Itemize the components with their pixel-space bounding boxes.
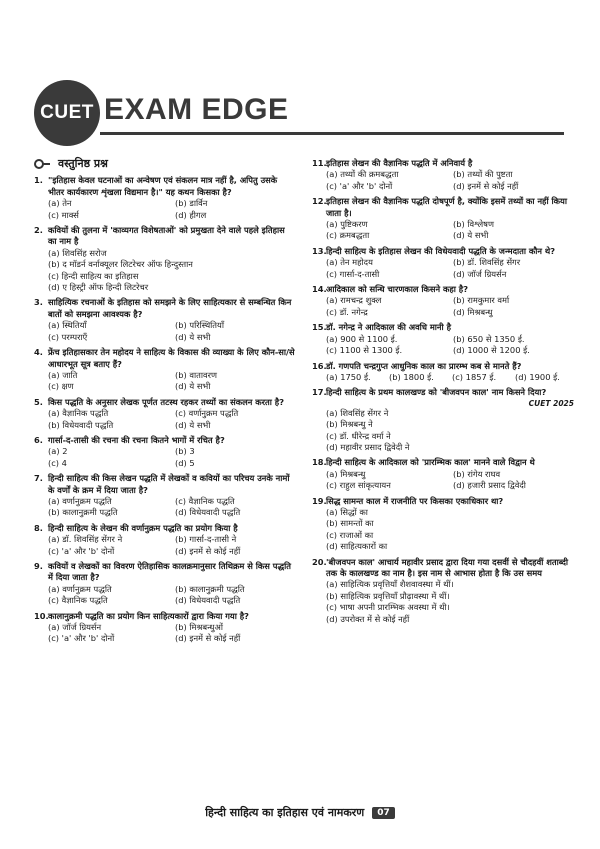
- answer-option: (d) विधेयवादी पद्धति: [175, 595, 241, 606]
- question-item: [312, 196, 574, 242]
- page-footer: [0, 805, 600, 820]
- question-item: [312, 158, 574, 192]
- answer-option: (b) सामन्तों का: [326, 518, 374, 529]
- question-number: 11.: [312, 158, 327, 168]
- question-row: [312, 322, 574, 333]
- option-list: [326, 507, 574, 553]
- question-row: [34, 175, 296, 198]
- answer-option: (b) मिश्रबन्धुओं: [175, 622, 223, 633]
- answer-option: (c) वैज्ञानिक पद्धति: [48, 595, 108, 606]
- answer-option: (a) 1750 ई.: [326, 371, 371, 382]
- question-text: किस पद्धति के अनुसार लेखक पूर्णत तटस्थ रहकर तथ्यों का संकलन करता है?: [48, 396, 285, 407]
- question-number: 13.: [312, 245, 327, 256]
- question-text: आदिकाल को सन्धि चारणकाल किसने कहा है?: [326, 284, 469, 295]
- answer-option: (a) पुष्टिकरण: [326, 219, 368, 230]
- answer-option: (d) उपरोक्त में से कोई नहीं: [326, 613, 410, 624]
- option-list: [326, 257, 574, 280]
- question-item: [34, 175, 296, 221]
- question-row: [312, 361, 574, 372]
- answer-option: (a) तेन महोदय: [326, 257, 373, 268]
- answer-option: (d) ये सभी: [175, 331, 211, 342]
- question-number: 6.: [34, 434, 43, 445]
- answer-option: (a) 2: [48, 446, 68, 457]
- answer-option: (b) द मॉडर्न वर्नाक्यूलर लिटरेचर ऑफ हिन्दुस्तान: [48, 259, 193, 270]
- answer-option: (a) तथ्यों की क्रमबद्धता: [326, 169, 399, 180]
- question-text: कालानुक्रमी पद्धति का प्रयोग किन साहित्यकारों द्वारा किया गया है?: [48, 610, 249, 621]
- option-list: [326, 579, 574, 625]
- question-item: [312, 387, 574, 453]
- question-text: हिन्दी साहित्य के प्रथम कालखण्ड को 'बीजवपन काल' नाम किसने दिया?: [326, 387, 547, 398]
- page-number: 07: [372, 807, 395, 819]
- answer-option: (a) 900 से 1100 ई.: [326, 333, 398, 344]
- option-list: [326, 219, 574, 242]
- answer-option: (c) राहुल सांकृत्यायन: [326, 480, 391, 491]
- option-list: [48, 534, 296, 557]
- question-number: 4.: [34, 347, 43, 358]
- answer-option: (b) डॉ. शिवसिंह सेंगर: [453, 257, 521, 268]
- option-list: [48, 584, 296, 607]
- option-list: [326, 334, 574, 357]
- question-text: सिद्ध सामन्त काल में राजनीति पर किसका एकाधिकार था?: [326, 495, 504, 506]
- question-item: [312, 284, 574, 318]
- question-number: 19.: [312, 495, 327, 506]
- question-item: [34, 611, 296, 645]
- answer-option: (c) डॉ. नगेन्द्र: [326, 306, 368, 317]
- answer-option: (c) 'a' और 'b' दोनों: [48, 633, 115, 644]
- footer-title: हिन्दी साहित्य का इतिहास एवं नामकरण: [205, 806, 365, 819]
- answer-option: (a) जाति: [48, 369, 78, 380]
- exam-tag: CUET 2025: [528, 398, 574, 408]
- question-text: डॉ. गणपति चन्द्रगुप्त आधुनिक काल का प्रारम्भ कब से मानते हैं?: [326, 360, 522, 371]
- question-number: 18.: [312, 457, 327, 468]
- question-text: हिन्दी साहित्य के इतिहास लेखन की विधेयवादी पद्धति के जन्मदाता कौन थे?: [326, 245, 556, 256]
- answer-option: (d) विधेयवादी पद्धति: [175, 507, 241, 518]
- question-number: 7.: [34, 473, 43, 484]
- question-number: 17.: [312, 387, 327, 398]
- question-number: 10.: [34, 610, 49, 621]
- question-item: [312, 322, 574, 356]
- left-column: [34, 158, 296, 649]
- answer-option: (c) डॉ. धीरेन्द्र वर्मा ने: [326, 430, 391, 441]
- answer-option: (d) साहित्यकारों का: [326, 541, 388, 552]
- question-number: 12.: [312, 196, 327, 207]
- answer-option: (d) महावीर प्रसाद द्विवेदी ने: [326, 441, 410, 452]
- page-header: [0, 0, 600, 150]
- answer-option: (d) 1000 से 1200 ई.: [453, 345, 530, 356]
- question-number: 8.: [34, 522, 43, 533]
- answer-option: (c) भाषा अपनी प्रारम्भिक अवस्था में थी।: [326, 602, 450, 613]
- option-list: [326, 408, 574, 454]
- question-text: साहित्यिक रचनाओं के इतिहास को समझने के लिए साहित्यकार से सम्बन्धित किन बातों को समझना आवश्यक है?: [48, 297, 292, 319]
- answer-option: (a) सिद्धों का: [326, 506, 368, 517]
- answer-option: (d) 5: [175, 457, 195, 468]
- answer-option: (d) ये सभी: [175, 381, 211, 392]
- answer-option: (d) इनमें से कोई नहीं: [175, 545, 241, 556]
- answer-option: (a) तेन: [48, 198, 72, 209]
- question-text: हिन्दी साहित्य के आदिकाल को 'प्रारम्भिक काल' मानने वाले विद्वान थे: [326, 457, 535, 468]
- section-title: वस्तुनिष्ठ प्रश्न: [58, 157, 108, 170]
- option-list: [326, 469, 574, 492]
- question-text: इतिहास लेखन की वैज्ञानिक पद्धति दोषपूर्ण है, क्योंकि इसमें तथ्यों का नहीं किया जाता है।: [326, 196, 567, 218]
- answer-option: (b) विधेयवादी पद्धति: [48, 419, 114, 430]
- question-item: [34, 473, 296, 519]
- answer-option: (b) कालानुक्रमी पद्धति: [48, 507, 118, 518]
- question-number: 3.: [34, 297, 43, 308]
- question-text: कवियों की तुलना में 'काव्यगत विशेषताओं' को प्रमुखता देने वाले पहले इतिहास का नाम है: [48, 225, 285, 247]
- answer-option: (c) वर्णानुक्रम पद्धति: [175, 408, 239, 419]
- answer-option: (b) वातावरण: [175, 369, 218, 380]
- question-text: 'बीजवपन काल' आचार्य महावीर प्रसाद द्वारा दिया गया दसवीं से चौदहवीं शताब्दी तक के कालखण्ड का नाम है। इस नाम से आभास होता है कि उस समय: [326, 556, 569, 578]
- answer-option: (b) 650 से 1350 ई.: [453, 333, 525, 344]
- answer-option: (c) राजाओं का: [326, 529, 374, 540]
- answer-option: (b) साहित्यिक प्रवृत्तियाँ प्रौढ़ावस्था में थीं।: [326, 590, 450, 601]
- answer-option: (a) साहित्यिक प्रवृत्तियाँ शैशवावस्था में थीं।: [326, 579, 454, 590]
- question-text: गार्सा-द-तासी की रचना की रचना कितने भागों में रचित है?: [48, 434, 225, 445]
- question-text: "इतिहास केवल घटनाओं का अन्वेषण एवं संकलन मात्र नहीं है, अपितु उसके भीतर कार्यकारण शृंखला विद्यमान है।" यह कथन किसका है?: [48, 175, 278, 197]
- question-row: [312, 387, 574, 398]
- answer-option: (b) विश्लेषण: [453, 219, 494, 230]
- answer-option: (b) तथ्यों की पुष्टता: [453, 169, 513, 180]
- question-row: [312, 246, 574, 257]
- question-number: 20.: [312, 556, 327, 567]
- answer-option: (b) 3: [175, 446, 195, 457]
- question-number: 1.: [34, 175, 43, 186]
- option-list: [48, 248, 296, 294]
- question-text: हिन्दी साहित्य की किस लेखन पद्धति में लेखकों व कवियों का परिचय उनके नामों के वर्णों के क्रम में दिया जाता है?: [48, 473, 290, 495]
- answer-option: (a) रामचन्द्र शुक्ल: [326, 295, 382, 306]
- question-row: [34, 561, 296, 584]
- answer-option: (b) रांगेय राघव: [453, 468, 501, 479]
- page-title: EXAM EDGE: [104, 93, 289, 126]
- answer-option: (a) स्थितियाँ: [48, 320, 87, 331]
- answer-option: (d) ए हिस्ट्री ऑफ हिन्दी लिटरेचर: [48, 282, 149, 293]
- question-number: 2.: [34, 225, 43, 236]
- answer-option: (d) इनमें से कोई नहीं: [453, 180, 519, 191]
- question-row: [34, 297, 296, 320]
- answer-option: (c) 1100 से 1300 ई.: [326, 345, 403, 356]
- question-item: [312, 557, 574, 625]
- question-row: [312, 457, 574, 468]
- answer-option: (c) 1857 ई.: [452, 371, 497, 382]
- option-list: [48, 622, 296, 645]
- answer-option: (b) रामकुमार वर्मा: [453, 295, 510, 306]
- option-list: [48, 496, 296, 519]
- question-number: 16.: [312, 360, 327, 371]
- section-bullet-icon: [34, 159, 44, 169]
- answer-option: (a) शिवसिंह सेंगर ने: [326, 407, 389, 418]
- question-row: [312, 557, 574, 580]
- right-column: [312, 158, 574, 629]
- answer-option: (a) वैज्ञानिक पद्धति: [48, 408, 109, 419]
- answer-option: (d) ये सभी: [175, 419, 211, 430]
- question-row: [312, 158, 574, 169]
- option-list: [48, 408, 296, 431]
- question-item: [312, 457, 574, 491]
- question-row: [312, 496, 574, 507]
- question-row: [34, 523, 296, 534]
- option-list: [48, 370, 296, 393]
- question-item: [34, 347, 296, 393]
- answer-option: (c) 'a' और 'b' दोनों: [326, 180, 393, 191]
- question-item: [34, 523, 296, 557]
- question-item: [34, 397, 296, 431]
- answer-option: (c) हिन्दी साहित्य का इतिहास: [48, 270, 139, 281]
- question-row: [34, 435, 296, 446]
- answer-option: (b) गार्सा-द-तासी ने: [175, 534, 237, 545]
- question-text: फ्रेंच इतिहासकार तेन महोदय ने साहित्य के विकास की व्याख्या के लिए कौन-सा/से आधारभूत सूत्र बताए हैं?: [48, 347, 295, 369]
- question-row: [312, 196, 574, 219]
- option-list: [48, 446, 296, 469]
- question-item: [34, 297, 296, 343]
- answer-option: (b) परिस्थितियाँ: [175, 320, 224, 331]
- question-row: [34, 611, 296, 622]
- question-text: कवियों व लेखकों का विवरण ऐतिहासिक कालक्रमानुसार तिथिक्रम से किस पद्धति में दिया जाता है?: [48, 561, 291, 583]
- question-row: [312, 284, 574, 295]
- option-list: [326, 295, 574, 318]
- answer-option: (d) जॉर्ज ग्रियर्सन: [453, 268, 507, 279]
- question-row: [34, 397, 296, 408]
- question-row: [34, 225, 296, 248]
- question-item: [312, 361, 574, 384]
- answer-option: (c) परम्पराएँ: [48, 331, 88, 342]
- answer-option: (c) क्षण: [48, 381, 74, 392]
- answer-option: (a) जॉर्ज ग्रियर्सन: [48, 622, 102, 633]
- question-item: [312, 246, 574, 280]
- answer-option: (c) वैज्ञानिक पद्धति: [175, 495, 235, 506]
- answer-option: (a) शिवसिंह सरोज: [48, 247, 107, 258]
- answer-option: (b) मिश्रबन्धु ने: [326, 419, 373, 430]
- question-number: 14.: [312, 284, 327, 295]
- question-item: [34, 225, 296, 293]
- question-row: [34, 473, 296, 496]
- cuet-badge: CUET: [34, 80, 100, 146]
- question-text: डॉ. नगेन्द्र ने आदिकाल की अवधि मानी है: [326, 322, 451, 333]
- answer-option: (b) डार्विन: [175, 198, 208, 209]
- question-item: [34, 561, 296, 607]
- answer-option: (a) डॉ. शिवसिंह सेंगर ने: [48, 534, 123, 545]
- answer-option: (d) हीगल: [175, 209, 207, 220]
- answer-option: (d) ये सभी: [453, 230, 489, 241]
- option-list: [326, 169, 574, 192]
- option-list: [326, 372, 574, 383]
- question-text: हिन्दी साहित्य के लेखन की वर्णानुक्रम पद्धति का प्रयोग किया है: [48, 522, 238, 533]
- answer-option: (a) मिश्रबन्धु: [326, 468, 366, 479]
- question-item: [312, 496, 574, 553]
- question-number: 15.: [312, 322, 327, 333]
- answer-option: (c) 4: [48, 457, 67, 468]
- answer-option: (c) 'a' और 'b' दोनों: [48, 545, 115, 556]
- question-row: [34, 347, 296, 370]
- answer-option: (c) गार्सा-द-तासी: [326, 268, 380, 279]
- answer-option: (d) हजारी प्रसाद द्विवेदी: [453, 480, 526, 491]
- answer-option: (c) मार्क्स: [48, 209, 79, 220]
- header-divider: [100, 132, 564, 135]
- answer-option: (b) कालानुक्रमी पद्धति: [175, 583, 245, 594]
- question-number: 5.: [34, 396, 43, 407]
- answer-option: (b) 1800 ई.: [389, 371, 434, 382]
- answer-option: (d) 1900 ई.: [515, 371, 560, 382]
- question-text: इतिहास लेखन की वैज्ञानिक पद्धति में अनिवार्य है: [326, 158, 473, 168]
- option-list: [48, 198, 296, 221]
- answer-option: (a) वर्णानुक्रम पद्धति: [48, 583, 112, 594]
- answer-option: (a) वर्णानुक्रम पद्धति: [48, 495, 112, 506]
- answer-option: (d) इनमें से कोई नहीं: [175, 633, 241, 644]
- option-list: [48, 320, 296, 343]
- question-number: 9.: [34, 561, 43, 571]
- section-heading: [34, 158, 296, 169]
- answer-option: (d) मिश्रबन्धु: [453, 306, 493, 317]
- question-item: [34, 435, 296, 469]
- answer-option: (c) क्रमबद्धता: [326, 230, 370, 241]
